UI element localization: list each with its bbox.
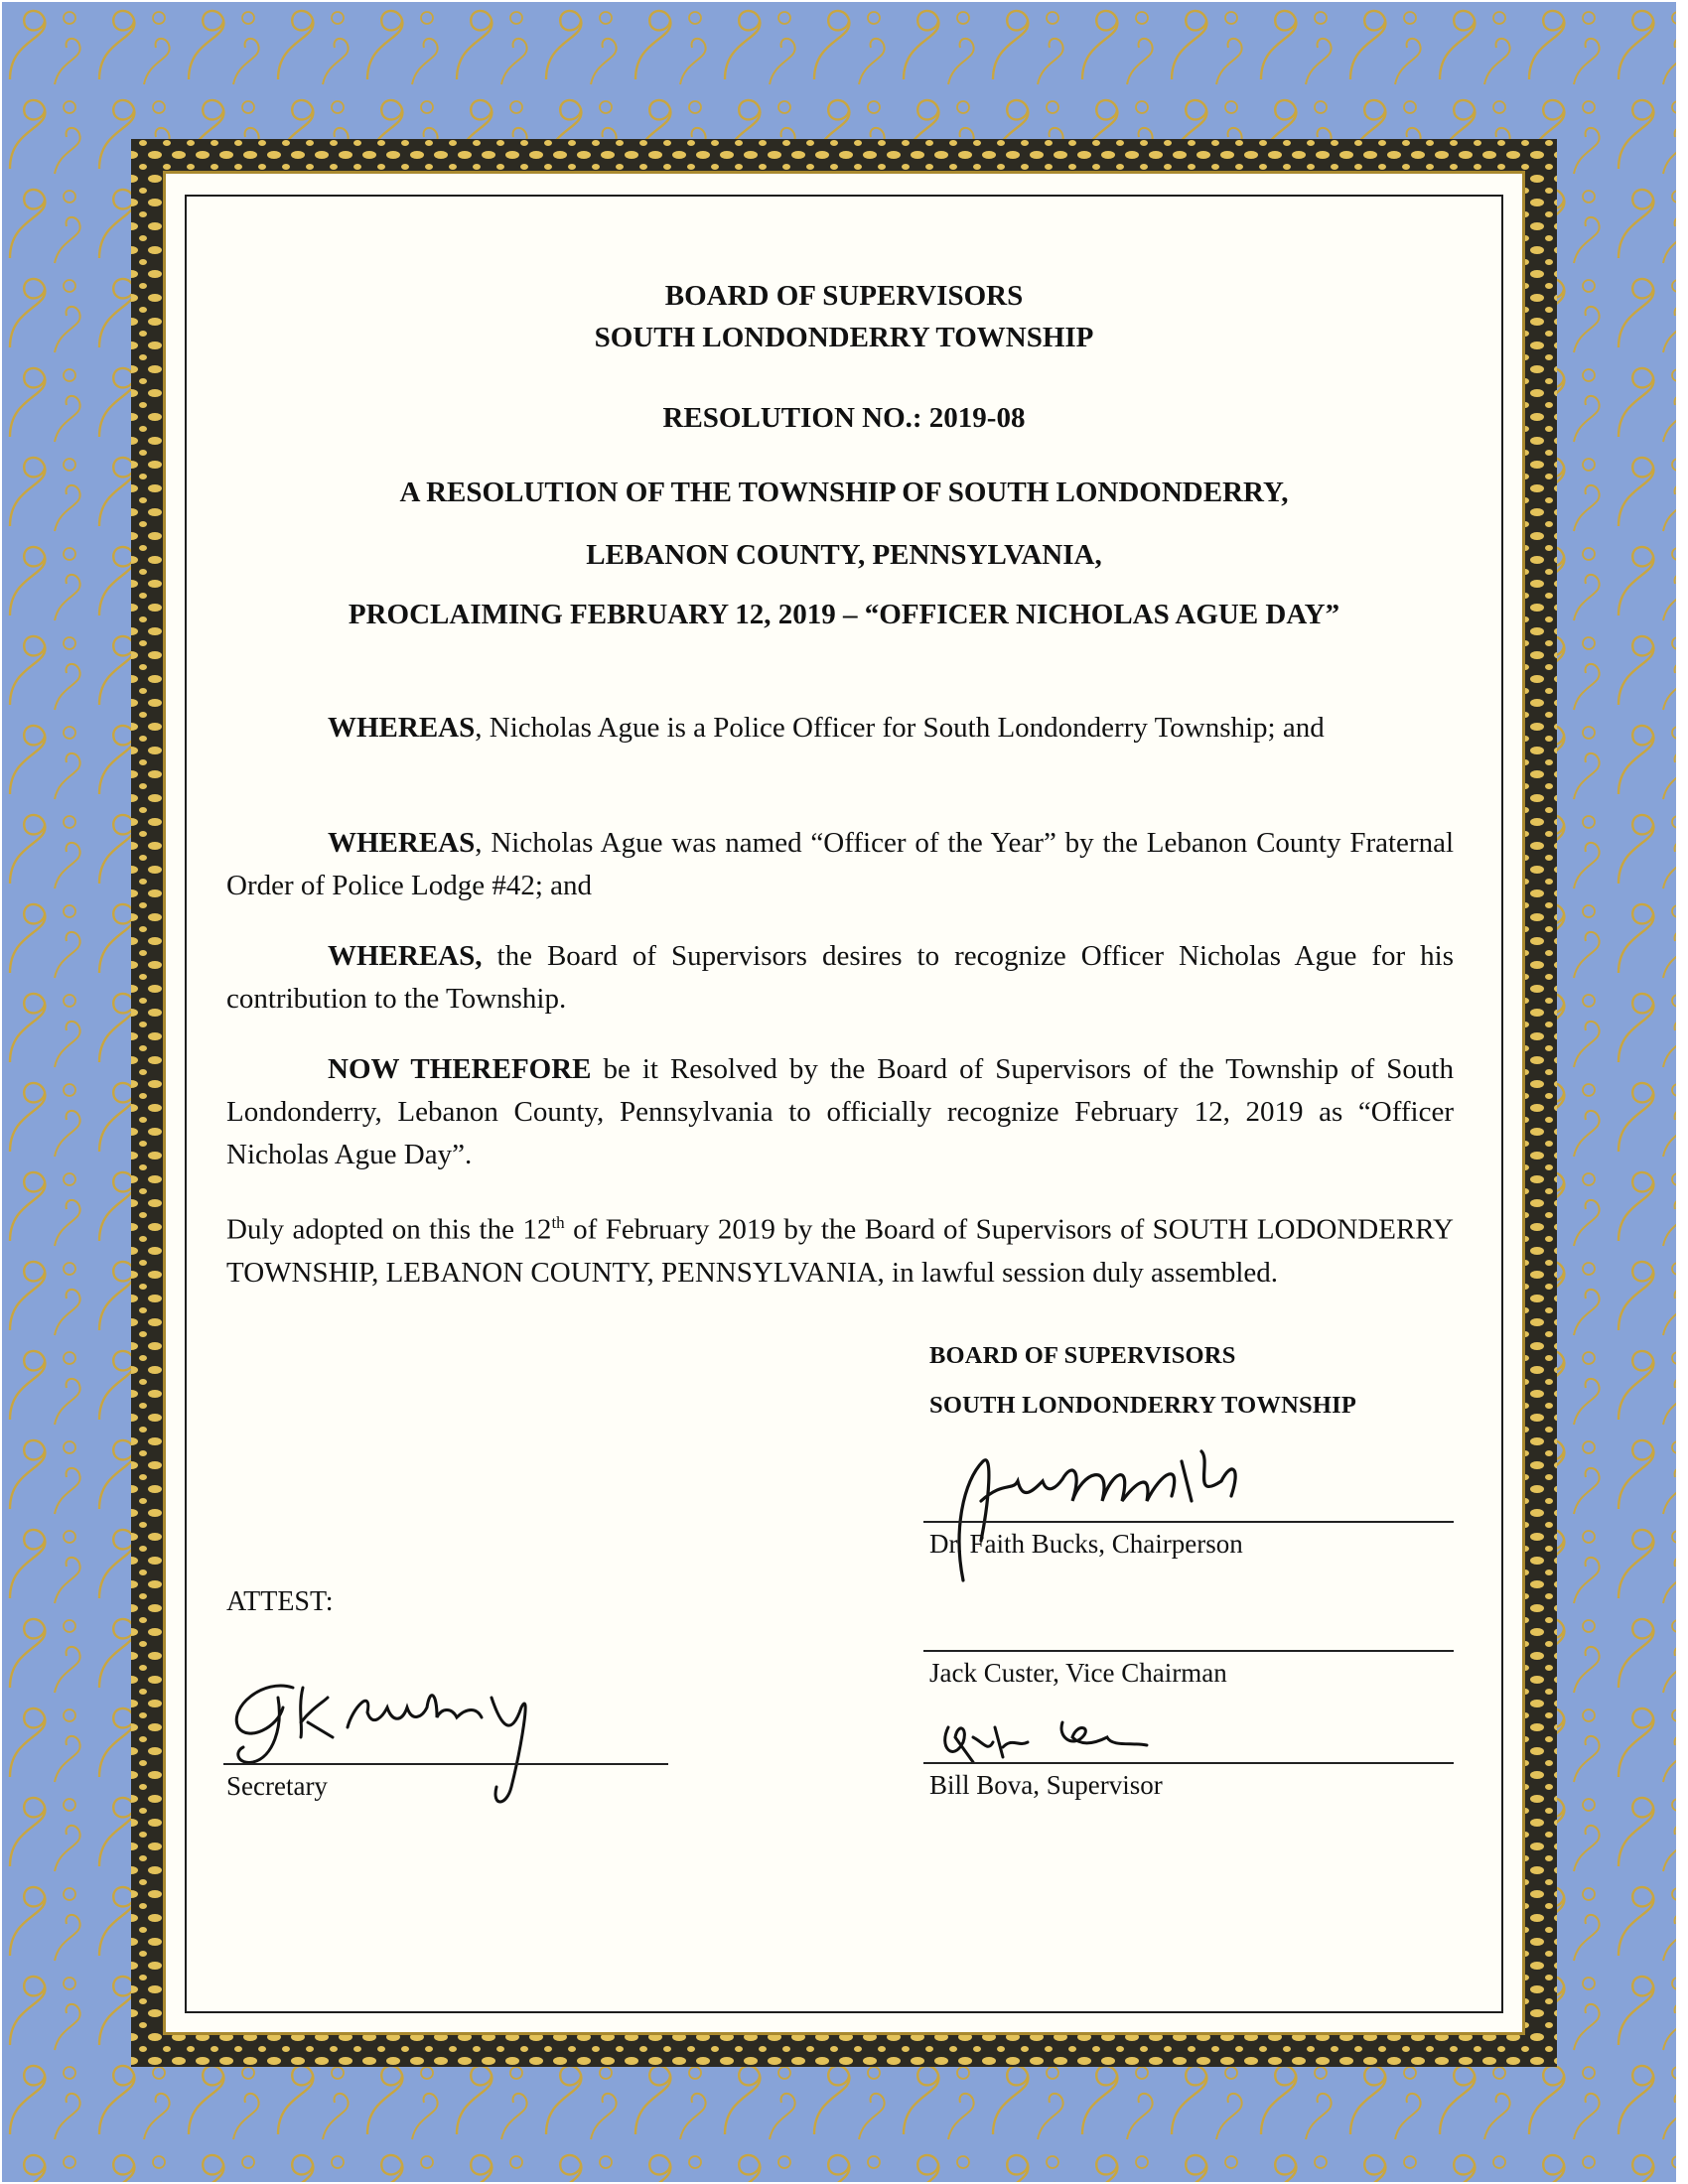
township-heading: SOUTH LONDONDERRY TOWNSHIP xyxy=(594,322,1094,353)
whereas-text: , Nicholas Ague was named “Officer of the Year” by the Lebanon County Fraternal Order of Police Lodge #42; and xyxy=(226,827,1454,901)
resolution-number: RESOLUTION NO.: 2019-08 xyxy=(662,402,1026,434)
whereas-text: the Board of Supervisors desires to recognize Officer Nicholas Ague for his contribution to the Township. xyxy=(226,940,1454,1015)
chair-signature xyxy=(923,1441,1291,1590)
supervisor-signature-line xyxy=(923,1762,1454,1764)
chair-name: Dr. Faith Bucks, Chairperson xyxy=(929,1529,1243,1559)
signature-township-heading: SOUTH LONDONDERRY TOWNSHIP xyxy=(929,1392,1356,1419)
attest-label: ATTEST: xyxy=(226,1586,334,1617)
whereas-lead: WHEREAS xyxy=(328,712,476,744)
now-therefore-text: be it Resolved by the Board of Supervisors of the Township of South Londonderry, Lebanon County, Pennsylvania to officially recognize February 12, 2019 as “Officer Nicholas Ague Day”. xyxy=(226,1053,1454,1170)
signature-board-heading: BOARD OF SUPERVISORS xyxy=(929,1342,1236,1369)
whereas-paragraph-3 xyxy=(226,935,1454,1021)
whereas-paragraph-2 xyxy=(226,822,1454,907)
adoption-text-end: of February 2019 by the Board of Supervisors of SOUTH LODONDERRY TOWNSHIP, LEBANON COUNTY, PENNSYLVANIA, in lawful session duly assembled. xyxy=(226,1213,1454,1289)
whereas-lead: WHEREAS, xyxy=(328,940,483,972)
secretary-label: Secretary xyxy=(226,1771,328,1801)
supervisor-name: Bill Bova, Supervisor xyxy=(929,1770,1163,1800)
now-therefore-lead: NOW THEREFORE xyxy=(328,1053,592,1085)
vice-name: Jack Custer, Vice Chairman xyxy=(929,1658,1227,1688)
title-line-2: LEBANON COUNTY, PENNSYLVANIA, xyxy=(586,539,1102,571)
secretary-signature-line xyxy=(223,1763,668,1765)
whereas-lead: WHEREAS xyxy=(328,827,476,859)
whereas-paragraph-1 xyxy=(226,707,1454,750)
whereas-text: , Nicholas Ague is a Police Officer for South Londonderry Township; and xyxy=(475,712,1325,744)
title-line-1: A RESOLUTION OF THE TOWNSHIP OF SOUTH LONDONDERRY, xyxy=(399,477,1289,508)
vice-signature-line xyxy=(923,1650,1454,1652)
secretary-signature xyxy=(223,1668,621,1827)
ordinal-suffix: th xyxy=(551,1213,565,1232)
chair-signature-line xyxy=(923,1521,1454,1523)
title-line-3: PROCLAIMING FEBRUARY 12, 2019 – “OFFICER NICHOLAS AGUE DAY” xyxy=(348,599,1340,630)
now-therefore-paragraph xyxy=(226,1048,1454,1176)
adoption-paragraph xyxy=(226,1201,1454,1295)
board-heading: BOARD OF SUPERVISORS xyxy=(664,280,1024,312)
adoption-text-start: Duly adopted on this the 12 xyxy=(226,1213,552,1246)
supervisor-signature xyxy=(933,1707,1192,1777)
